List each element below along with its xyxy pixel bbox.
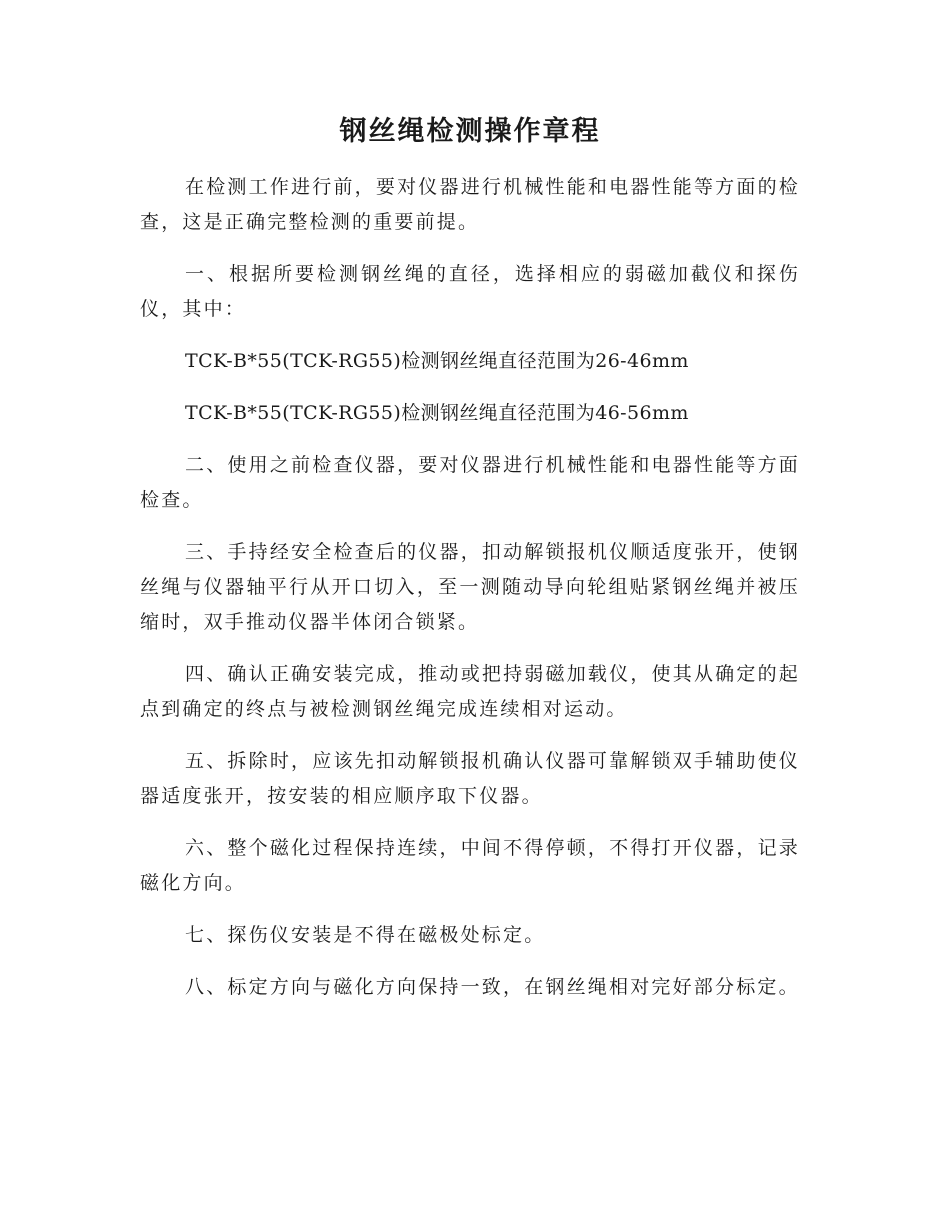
step-6-paragraph: 六、整个磁化过程保持连续，中间不得停顿，不得打开仪器，记录磁化方向。 [140,837,800,894]
step-5-paragraph: 五、拆除时，应该先扣动解锁报机确认仪器可靠解锁双手辅助使仪器适度张开，按安装的相应顺序取下仪器。 [140,750,800,807]
step-3-paragraph: 三、手持经安全检查后的仪器，扣动解锁报机仪顺适度张开，使钢丝绳与仪器轴平行从开口切入，至一测随动导向轮组贴紧钢丝绳并被压缩时，双手推动仪器半体闭合锁紧。 [140,541,800,633]
document-page [140,112,800,1022]
step-8-paragraph: 八、标定方向与磁化方向保持一致，在钢丝绳相对完好部分标定。 [185,976,800,998]
step-7-paragraph: 七、探伤仪安装是不得在磁极处标定。 [185,924,546,946]
spec-line-2: TCK-B*55(TCK-RG55)检测钢丝绳直径范围为46-56mm [185,402,689,424]
step-1-paragraph: 一、根据所要检测钢丝绳的直径，选择相应的弱磁加截仪和探伤仪，其中： [140,263,800,320]
intro-paragraph: 在检测工作进行前，要对仪器进行机械性能和电器性能等方面的检查，这是正确完整检测的重要前提。 [140,176,800,233]
step-2-paragraph: 二、使用之前检查仪器，要对仪器进行机械性能和电器性能等方面检查。 [140,454,800,511]
spec-line-1: TCK-B*55(TCK-RG55)检测钢丝绳直径范围为26-46mm [185,350,689,372]
step-4-paragraph: 四、确认正确安装完成，推动或把持弱磁加载仪，使其从确定的起点到确定的终点与被检测钢丝绳完成连续相对运动。 [140,663,800,720]
document-title: 钢丝绳检测操作章程 [339,116,601,147]
